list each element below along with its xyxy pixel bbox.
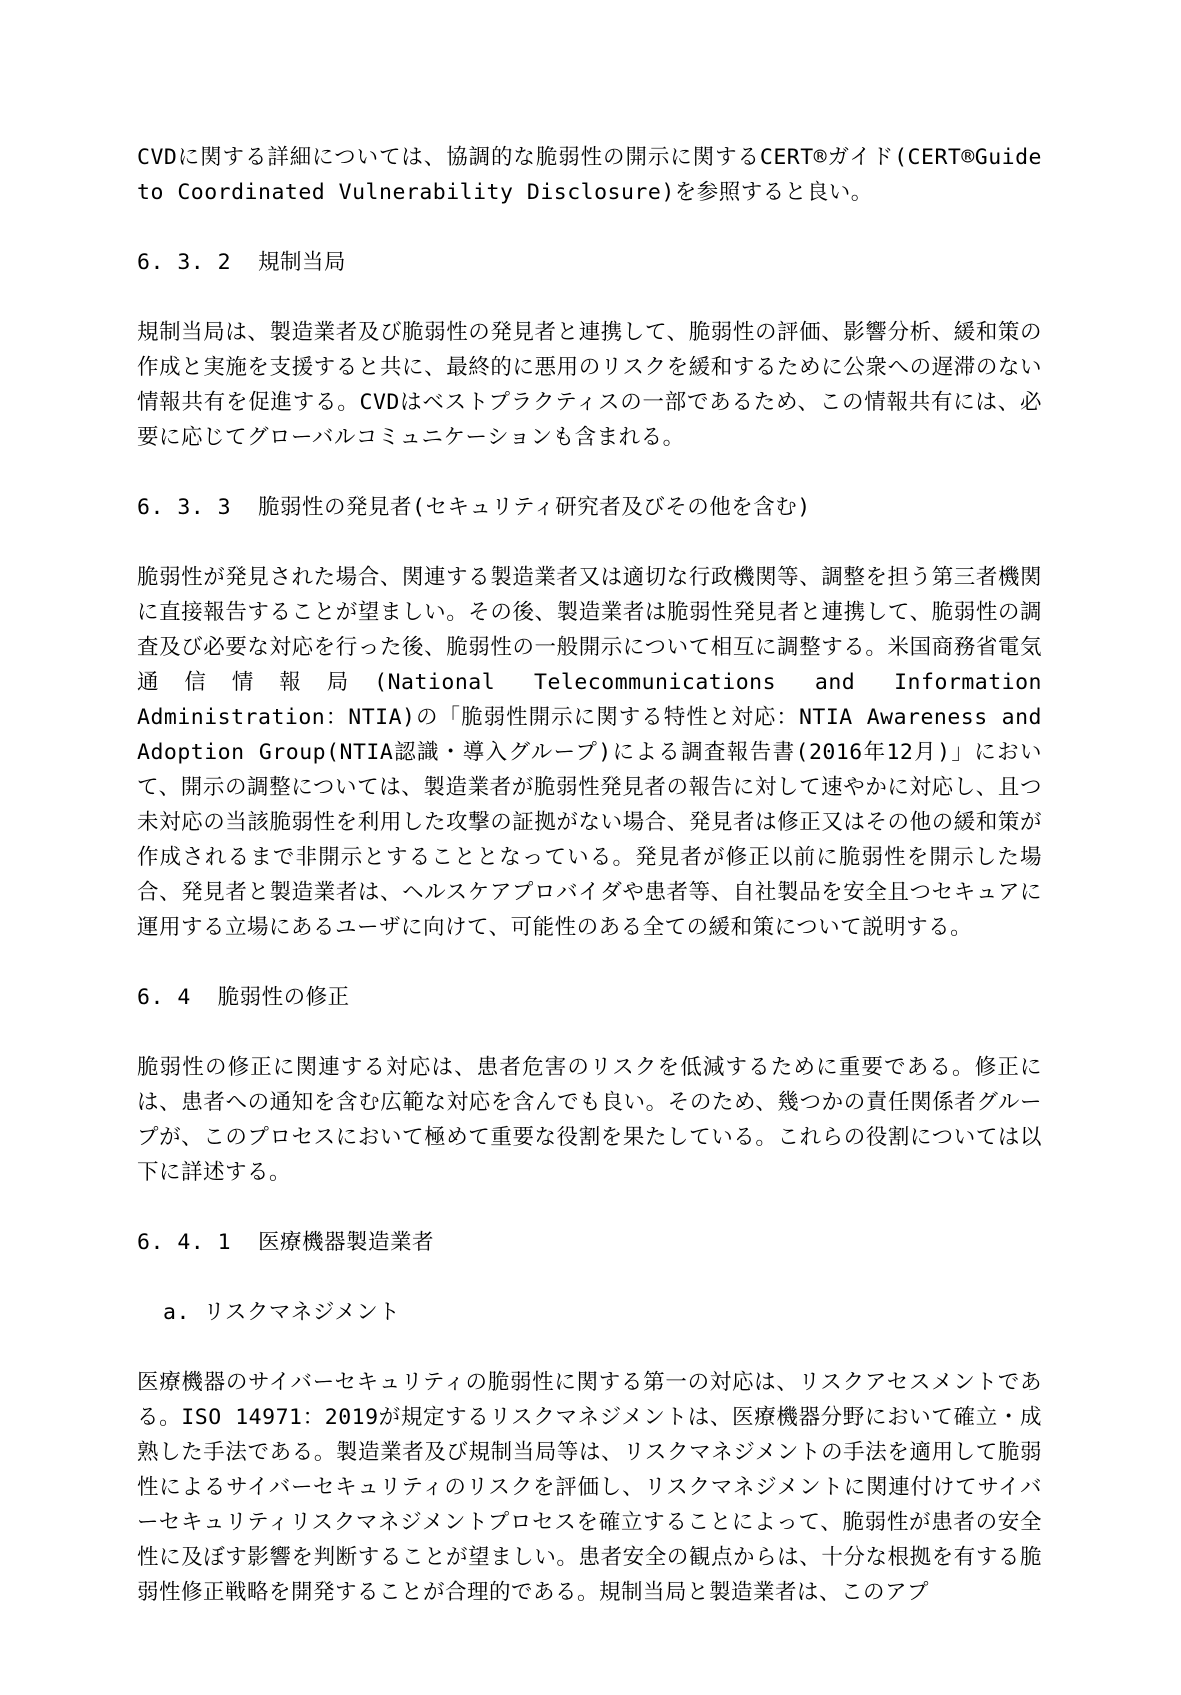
section-heading-6-4-1: 6. 4. 1 医療機器製造業者 (137, 1230, 434, 1255)
section-heading-6-3-3: 6. 3. 3 脆弱性の発見者(セキュリティ研究者及びその他を含む) (137, 495, 811, 520)
paragraph-risk-management-body: 医療機器のサイバーセキュリティの脆弱性に関する第一の対応は、リスクアセスメントである。ISO 14971：2019が規定するリスクマネジメントは、医療機器分野において確立・成熟した手法である。製造業者及び規制当局等は、リスクマネジメントの手法を適用して脆弱性によるサイバーセキュリティのリスクを評価し、リスクマネジメントに関連付けてサイバーセキュリティリスクマネジメントプロセスを確立することによって、脆弱性が患者の安全性に及ぼす影響を判断することが望ましい。患者安全の観点からは、十分な根拠を有する脆弱性修正戦略を開発することが合理的である。規制当局と製造業者は、このアプ (137, 1370, 1042, 1605)
section-heading-6-4: 6. 4 脆弱性の修正 (137, 985, 350, 1010)
paragraph-vulnerability-remediation: 脆弱性の修正に関連する対応は、患者危害のリスクを低減するために重要である。修正には、患者への通知を含む広範な対応を含んでも良い。そのため、幾つかの責任関係者グループが、このプロセスにおいて極めて重要な役割を果たしている。これらの役割については以下に詳述する。 (137, 1055, 1042, 1185)
section-heading-6-3-2: 6. 3. 2 規制当局 (137, 250, 346, 275)
paragraph-vulnerability-finders: 脆弱性が発見された場合、関連する製造業者又は適切な行政機関等、調整を担う第三者機関に直接報告することが望ましい。その後、製造業者は脆弱性発見者と連携して、脆弱性の調査及び必要な対応を行った後、脆弱性の一般開示について相互に調整する。米国商務省電気通信情報局(National Telecommunications and Information Administration：NTIA)の「脆弱性開示に関する特性と対応：NTIA Awareness and Adoption Group(NTIA認識・導入グループ)による調査報告書(2016年12月)」において、開示の調整については、製造業者が脆弱性発見者の報告に対して速やかに対応し、且つ未対応の当該脆弱性を利用した攻撃の証拠がない場合、発見者は修正又はその他の緩和策が作成されるまで非開示とすることとなっている。発見者が修正以前に脆弱性を開示した場合、発見者と製造業者は、ヘルスケアプロバイダや患者等、自社製品を安全且つセキュアに運用する立場にあるユーザに向けて、可能性のある全ての緩和策について説明する。 (137, 565, 1042, 940)
document-page (137, 140, 1042, 1610)
paragraph-cvd-reference: CVDに関する詳細については、協調的な脆弱性の開示に関するCERT®ガイド(CERT®Guide to Coordinated Vulnerability Disclosure)を参照すると良い。 (137, 145, 1042, 205)
paragraph-regulators: 規制当局は、製造業者及び脆弱性の発見者と連携して、脆弱性の評価、影響分析、緩和策の作成と実施を支援すると共に、最終的に悪用のリスクを緩和するために公衆への遅滞のない情報共有を促進する。CVDはベストプラクティスの一部であるため、この情報共有には、必要に応じてグローバルコミュニケーションも含まれる。 (137, 320, 1042, 450)
subheading-risk-management: a. リスクマネジメント (163, 1300, 401, 1325)
